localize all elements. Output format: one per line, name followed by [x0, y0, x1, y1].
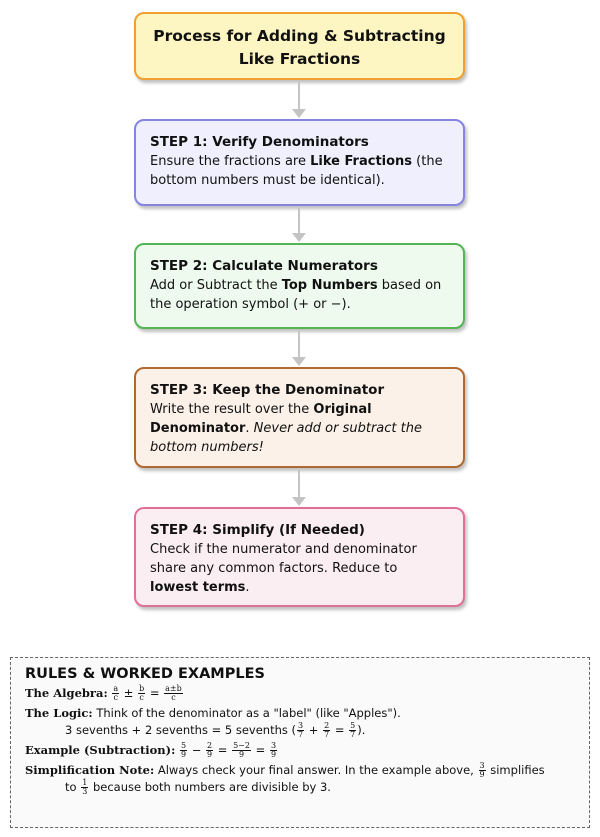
- numerator: 5: [181, 741, 187, 750]
- title-box: [134, 12, 465, 80]
- text: because both numbers are divisible by 3.: [92, 780, 331, 794]
- step-bold: lowest terms: [150, 580, 246, 595]
- fraction: [270, 742, 277, 759]
- algebra-row: [25, 685, 575, 702]
- denominator: 7: [298, 730, 304, 739]
- step-heading: STEP 4: Simplify (If Needed): [150, 522, 365, 538]
- arrow-icon: [298, 470, 300, 504]
- step-bold: Top Numbers: [281, 278, 378, 293]
- text: simplifies: [490, 763, 545, 777]
- label: Simplification Note:: [25, 763, 155, 777]
- step-3-box: [134, 367, 465, 468]
- arrow-icon: [298, 208, 300, 240]
- denominator: c: [139, 693, 144, 702]
- label: The Algebra:: [25, 686, 108, 700]
- fraction: [164, 685, 183, 702]
- step-text: .: [245, 580, 250, 595]
- fraction: [479, 762, 486, 779]
- fraction: [206, 742, 213, 759]
- denominator: 9: [207, 750, 213, 759]
- step-italic: Never add or subtract the bottom numbers!: [150, 421, 422, 455]
- denominator: c: [171, 693, 176, 702]
- operator: =: [149, 686, 160, 700]
- numerator: a±b: [165, 684, 182, 693]
- fraction: [81, 779, 88, 796]
- step-bold: Original Denominator: [150, 402, 372, 436]
- operator: ±: [123, 686, 134, 700]
- logic-row: [25, 705, 575, 739]
- denominator: 9: [181, 750, 187, 759]
- numerator: 5−2: [233, 741, 250, 750]
- numerator: 2: [324, 721, 330, 730]
- step-heading: STEP 3: Keep the Denominator: [150, 382, 385, 398]
- text: ).: [357, 723, 366, 737]
- rules-heading: RULES & WORKED EXAMPLES: [25, 666, 265, 682]
- step-2-box: [134, 243, 465, 329]
- fraction: [138, 685, 145, 702]
- example-row: [25, 742, 575, 759]
- fraction: [232, 742, 251, 759]
- text: Always check your final answer. In the example above,: [157, 763, 474, 777]
- step-text: .: [245, 421, 254, 436]
- step-text: Check if the numerator and denominator share any common factors. Reduce to: [150, 542, 417, 576]
- fraction: [349, 722, 356, 739]
- step-4-box: [134, 507, 465, 607]
- step-text: based on the operation symbol (+ or −).: [150, 278, 442, 312]
- numerator: 1: [82, 778, 88, 787]
- numerator: 5: [350, 721, 356, 730]
- step-heading: STEP 1: Verify Denominators: [150, 134, 369, 150]
- arrow-icon: [298, 82, 300, 116]
- operator: =: [255, 743, 266, 757]
- operator: =: [334, 723, 345, 737]
- denominator: 9: [238, 750, 245, 759]
- text: to: [65, 780, 77, 794]
- step-text: Ensure the fractions are: [150, 154, 311, 169]
- fraction: [323, 722, 330, 739]
- text: 3 sevenths + 2 sevenths = 5 sevenths (: [65, 723, 297, 737]
- operator: −: [191, 743, 202, 757]
- label: Example (Subtraction):: [25, 743, 176, 757]
- step-text: Write the result over the: [150, 402, 314, 417]
- label: The Logic:: [25, 706, 93, 720]
- text: Think of the denominator as a "label" (like "Apples").: [96, 706, 401, 720]
- denominator: 9: [479, 770, 485, 779]
- numerator: b: [139, 684, 145, 693]
- note-row: [25, 762, 575, 796]
- numerator: a: [113, 684, 119, 693]
- numerator: 3: [479, 761, 485, 770]
- denominator: 3: [82, 787, 88, 796]
- step-text: (the bottom numbers must be identical).: [150, 154, 443, 188]
- denominator: 7: [324, 730, 330, 739]
- title-line-1: Process for Adding & Subtracting: [153, 27, 446, 45]
- denominator: c: [113, 693, 118, 702]
- operator: =: [217, 743, 228, 757]
- step-1-box: [134, 119, 465, 206]
- step-heading: STEP 2: Calculate Numerators: [150, 258, 378, 274]
- arrow-icon: [298, 331, 300, 364]
- numerator: 3: [270, 741, 277, 750]
- step-text: Add or Subtract the: [150, 278, 282, 293]
- operator: +: [308, 723, 319, 737]
- title-line-2: Like Fractions: [238, 50, 361, 68]
- numerator: 3: [298, 721, 304, 730]
- fraction: [180, 742, 187, 759]
- denominator: 7: [350, 730, 356, 739]
- fraction: [112, 685, 119, 702]
- denominator: 9: [270, 750, 277, 759]
- numerator: 2: [207, 741, 213, 750]
- fraction: [297, 722, 304, 739]
- rules-panel: [10, 657, 590, 828]
- step-bold: Like Fractions: [310, 154, 413, 169]
